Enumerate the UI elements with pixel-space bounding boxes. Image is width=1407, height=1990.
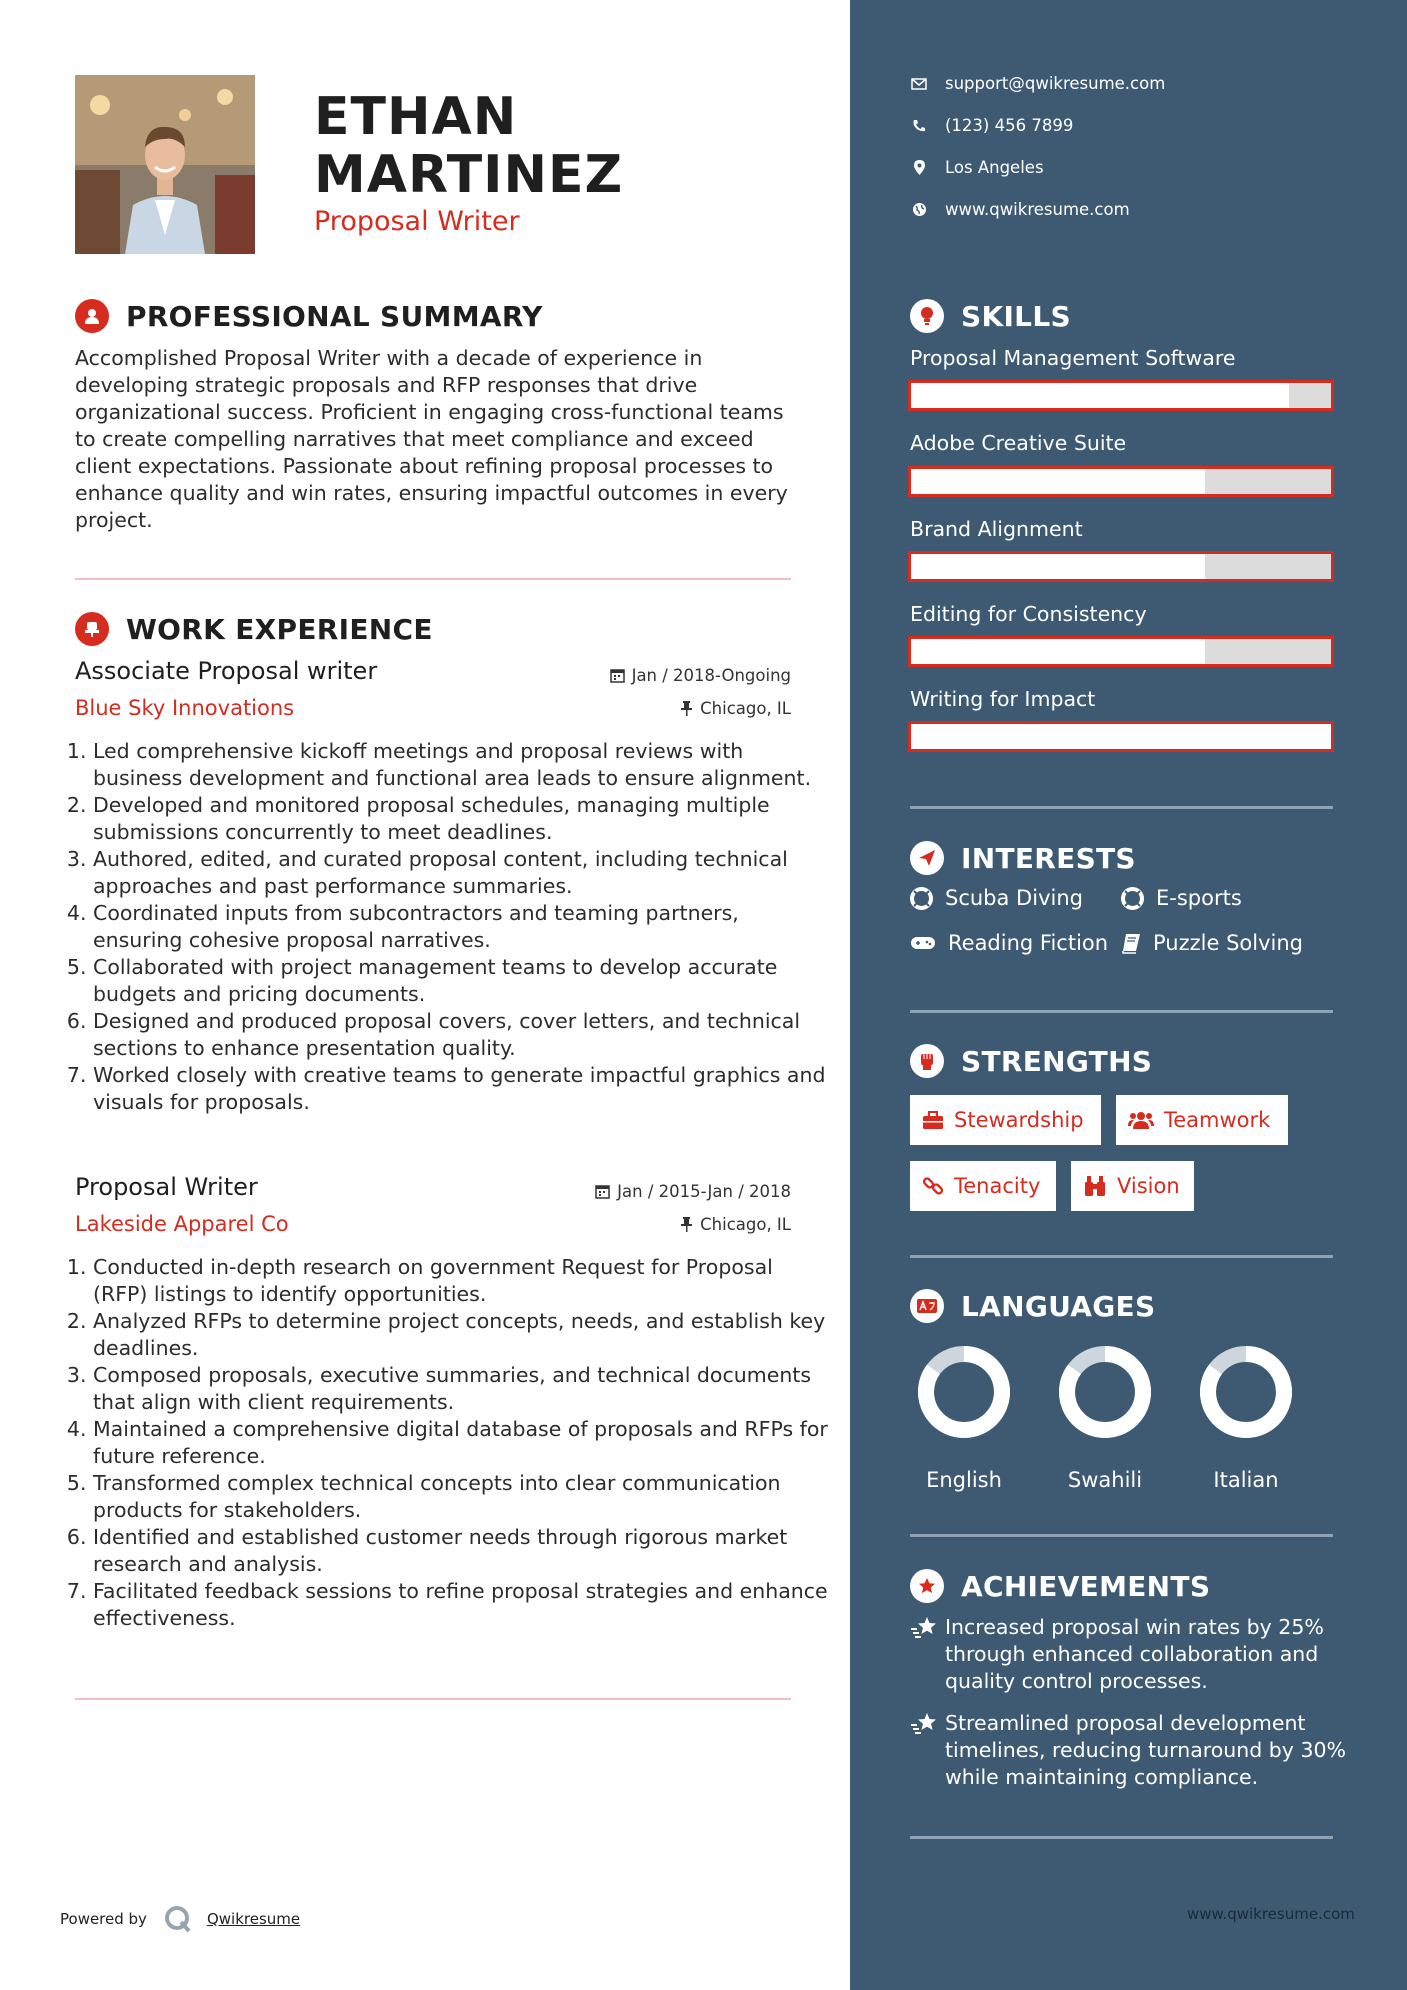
- strength-chip: [1071, 1161, 1194, 1211]
- skill-bar-fill: [911, 554, 1205, 579]
- list-item: 3. Authored, edited, and curated proposal content, including technical approaches and past performance summaries.: [93, 846, 828, 900]
- chair-icon: [75, 612, 109, 646]
- language-label: Swahili: [1067, 1468, 1143, 1492]
- interest-item: [1121, 886, 1242, 910]
- achievement-item: [910, 1614, 1350, 1695]
- globe-icon: [910, 202, 928, 217]
- contact-email[interactable]: [910, 74, 1165, 93]
- achievement-item: [910, 1710, 1350, 1791]
- section-divider: [910, 1534, 1333, 1537]
- website-text: www.qwikresume.com: [945, 200, 1130, 219]
- job-2-location-text: Chicago, IL: [700, 1215, 791, 1234]
- job-2-bullets: [70, 1254, 828, 1632]
- powered-by-label: Powered by: [60, 1910, 147, 1928]
- languages-heading: [910, 1289, 1155, 1323]
- strength-chip: [910, 1095, 1101, 1145]
- list-item: 5. Collaborated with project management teams to develop accurate budgets and pricing documents.: [93, 954, 828, 1008]
- list-item: 3. Composed proposals, executive summaries, and technical documents that align with client requirements.: [93, 1362, 828, 1416]
- list-item: 2. Developed and monitored proposal schedules, managing multiple submissions concurrently to meet deadlines.: [93, 792, 828, 846]
- profile-photo: [75, 75, 255, 254]
- section-divider: [910, 1010, 1333, 1013]
- job-1-dates-text: Jan / 2018-Ongoing: [631, 666, 791, 685]
- skills-title: SKILLS: [961, 299, 1071, 333]
- strength-label: Tenacity: [954, 1174, 1041, 1198]
- phone-text: (123) 456 7899: [945, 116, 1074, 135]
- section-divider: [75, 578, 791, 580]
- job-1-company: Blue Sky Innovations: [75, 696, 295, 720]
- lifebuoy-icon: [1121, 887, 1144, 910]
- phone-icon: [910, 119, 928, 133]
- job-2-location: [680, 1215, 791, 1234]
- list-item: 6. Identified and established customer needs through rigorous market research and analysis.: [93, 1524, 828, 1578]
- pin-icon: [680, 701, 693, 716]
- qwikresume-logo-icon: [163, 1904, 193, 1934]
- skill-bar-fill: [911, 724, 1331, 749]
- contact-phone[interactable]: [910, 116, 1073, 135]
- lifebuoy-icon: [910, 887, 933, 910]
- name-first: ETHAN: [314, 87, 518, 147]
- skill-label: Adobe Creative Suite: [910, 431, 1127, 455]
- skills-heading: [910, 299, 1071, 333]
- skill-bar: [908, 636, 1334, 667]
- interests-heading: [910, 841, 1136, 875]
- language-ring: [914, 1342, 1014, 1442]
- briefcase-icon: [922, 1111, 944, 1130]
- qwikresume-link[interactable]: Qwikresume: [206, 1910, 301, 1928]
- pin-icon: [680, 1217, 693, 1232]
- strength-chip: [910, 1161, 1056, 1211]
- summary-title: PROFESSIONAL SUMMARY: [126, 299, 543, 333]
- job-1-location-text: Chicago, IL: [700, 699, 791, 718]
- section-divider: [910, 806, 1333, 809]
- job-1-title: Associate Proposal writer: [75, 657, 378, 685]
- fist-icon: [910, 1044, 944, 1078]
- email-text: support@qwikresume.com: [945, 74, 1166, 93]
- map-marker-icon: [910, 160, 928, 175]
- contact-website[interactable]: [910, 200, 1130, 219]
- interest-label: Reading Fiction: [948, 931, 1109, 955]
- achievement-text: Streamlined proposal development timelines, reducing turnaround by 30% while maintaining compliance.: [945, 1711, 1347, 1789]
- skill-label: Editing for Consistency: [910, 602, 1147, 626]
- interest-label: E-sports: [1156, 886, 1242, 910]
- shooting-star-icon: [910, 1712, 945, 1791]
- name-last: MARTINEZ: [314, 145, 624, 205]
- language-label: Italian: [1213, 1468, 1279, 1492]
- list-item: 7. Worked closely with creative teams to generate impactful graphics and visuals for proposals.: [93, 1062, 828, 1116]
- link-icon: [922, 1175, 944, 1197]
- calendar-icon: [595, 1184, 610, 1199]
- interest-item: [910, 886, 1083, 910]
- list-item: 4. Maintained a comprehensive digital database of proposals and RFPs for future reference.: [93, 1416, 828, 1470]
- interest-item: [1121, 931, 1303, 955]
- lightbulb-icon: [910, 299, 944, 333]
- skill-label: Brand Alignment: [910, 517, 1083, 541]
- job-1-bullets: [70, 738, 828, 1116]
- job-1-dates: [610, 666, 791, 685]
- calendar-icon: [610, 668, 625, 683]
- language-item: [1196, 1342, 1296, 1492]
- skill-bar: [908, 466, 1334, 497]
- list-item: 7. Facilitated feedback sessions to refine proposal strategies and enhance effectiveness.: [93, 1578, 828, 1632]
- skill-bar: [908, 380, 1334, 411]
- skill-label: Proposal Management Software: [910, 346, 1236, 370]
- section-divider: [910, 1255, 1333, 1258]
- list-item: 2. Analyzed RFPs to determine project concepts, needs, and establish key deadlines.: [93, 1308, 828, 1362]
- experience-heading: [75, 612, 433, 646]
- user-icon: [75, 299, 109, 333]
- job-2-company: Lakeside Apparel Co: [75, 1212, 289, 1236]
- list-item: 1. Led comprehensive kickoff meetings and proposal reviews with business development and functional area leads to ensure alignment.: [93, 738, 828, 792]
- shooting-star-icon: [910, 1616, 945, 1695]
- language-item: [914, 1342, 1014, 1492]
- binoculars-icon: [1083, 1175, 1107, 1197]
- skill-label: Writing for Impact: [910, 687, 1096, 711]
- strengths-title: STRENGTHS: [961, 1044, 1153, 1078]
- list-item: 1. Conducted in-depth research on government Request for Proposal (RFP) listings to identify opportunities.: [93, 1254, 828, 1308]
- language-label: English: [926, 1468, 1002, 1492]
- book-icon: [1121, 933, 1141, 954]
- paper-plane-icon: [910, 841, 944, 875]
- list-item: 5. Transformed complex technical concepts into clear communication products for stakeholders.: [93, 1470, 828, 1524]
- candidate-name: [314, 88, 623, 204]
- skill-bar-fill: [911, 639, 1205, 664]
- footer-website[interactable]: www.qwikresume.com: [1187, 1905, 1355, 1923]
- interest-item: [910, 931, 1108, 955]
- list-item: 6. Designed and produced proposal covers, cover letters, and technical sections to enhance presentation quality.: [93, 1008, 828, 1062]
- job-1-location: [680, 699, 791, 718]
- contact-location: [910, 158, 1044, 177]
- strength-label: Teamwork: [1164, 1108, 1271, 1132]
- job-2-title: Proposal Writer: [75, 1173, 258, 1201]
- powered-by: [60, 1904, 300, 1934]
- experience-title: WORK EXPERIENCE: [126, 612, 433, 646]
- language-ring: [1055, 1342, 1155, 1442]
- location-text: Los Angeles: [945, 158, 1044, 177]
- section-divider: [75, 1698, 791, 1700]
- skill-bar-fill: [911, 383, 1289, 408]
- job-2-dates-text: Jan / 2015-Jan / 2018: [617, 1182, 791, 1201]
- skill-bar: [908, 551, 1334, 582]
- star-badge-icon: [910, 1569, 944, 1603]
- gamepad-icon: [910, 935, 936, 951]
- translate-icon: [910, 1289, 944, 1323]
- job-2-dates: [595, 1182, 791, 1201]
- languages-title: LANGUAGES: [961, 1289, 1156, 1323]
- strength-label: Stewardship: [954, 1108, 1084, 1132]
- strength-label: Vision: [1117, 1174, 1180, 1198]
- language-ring: [1196, 1342, 1296, 1442]
- job-title: Proposal Writer: [314, 206, 520, 237]
- envelope-icon: [910, 78, 928, 90]
- interest-label: Scuba Diving: [945, 886, 1083, 910]
- users-icon: [1128, 1110, 1154, 1130]
- strengths-heading: [910, 1044, 1152, 1078]
- language-item: [1055, 1342, 1155, 1492]
- section-divider: [910, 1836, 1333, 1839]
- skill-bar: [908, 721, 1334, 752]
- achievements-title: ACHIEVEMENTS: [961, 1569, 1211, 1603]
- achievements-heading: [910, 1569, 1210, 1603]
- interest-label: Puzzle Solving: [1153, 931, 1303, 955]
- interests-title: INTERESTS: [961, 841, 1136, 875]
- strength-chip: [1116, 1095, 1288, 1145]
- summary-heading: [75, 299, 543, 333]
- achievement-text: Increased proposal win rates by 25% through enhanced collaboration and quality control processes.: [945, 1615, 1324, 1693]
- summary-text: Accomplished Proposal Writer with a decade of experience in developing strategic proposals and RFP responses that drive organizational success. Proficient in engaging cross-functional teams to create compelling narratives that meet compliance and exceed client expectations. Passionate about refining proposal processes to enhance quality and win rates, ensuring impactful outcomes in every project.: [75, 346, 788, 532]
- list-item: 4. Coordinated inputs from subcontractors and teaming partners, ensuring cohesive proposal narratives.: [93, 900, 828, 954]
- skill-bar-fill: [911, 469, 1205, 494]
